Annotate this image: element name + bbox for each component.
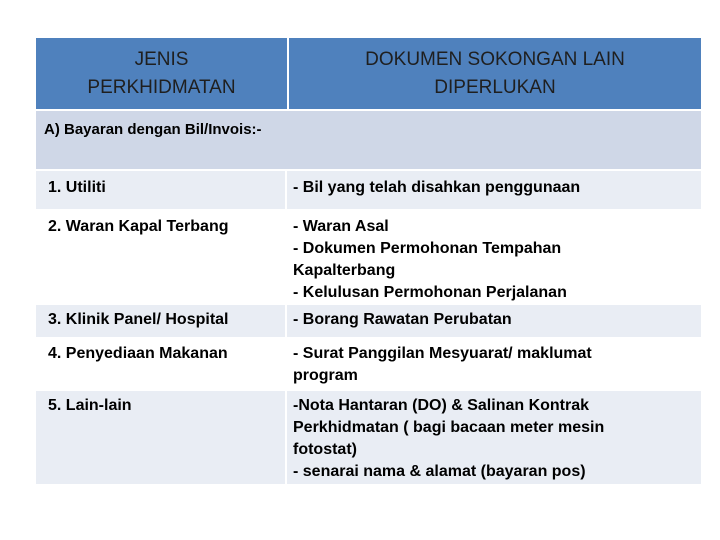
section-row [36, 109, 701, 169]
documents-cell: -Nota Hantaran (DO) & Salinan Kontrak Perkhidmatan ( bagi bacaan meter mesin fotostat) - senarai nama & alamat (bayaran pos) [293, 397, 605, 480]
service-cell: 5. Lain-lain [36, 391, 287, 484]
documents-cell: - Bil yang telah disahkan penggunaan [293, 179, 581, 196]
header-supporting-documents: DOKUMEN SOKONGAN LAIN DIPERLUKAN [365, 48, 625, 98]
documents-cell: - Surat Panggilan Mesyuarat/ maklumat program [293, 345, 592, 384]
service-cell: 3. Klinik Panel/ Hospital [36, 305, 287, 337]
documents-table [36, 38, 701, 484]
documents-cell: - Waran Asal - Dokumen Permohonan Tempahan Kapalterbang - Kelulusan Permohonan Perjalanan [293, 218, 567, 301]
documents-cell: - Borang Rawatan Perubatan [293, 311, 512, 328]
header-service-type: JENIS PERKHIDMATAN [36, 38, 289, 109]
service-cell: 4. Penyediaan Makanan [36, 339, 287, 389]
table-row [36, 169, 701, 209]
section-label: A) Bayaran dengan Bil/Invois:- [44, 121, 262, 138]
table-row [36, 337, 701, 389]
table-header [36, 38, 701, 109]
service-cell: 1. Utiliti [36, 171, 287, 209]
table-row [36, 389, 701, 484]
service-cell: 2. Waran Kapal Terbang [36, 211, 287, 303]
table-row [36, 303, 701, 337]
table-row [36, 209, 701, 303]
